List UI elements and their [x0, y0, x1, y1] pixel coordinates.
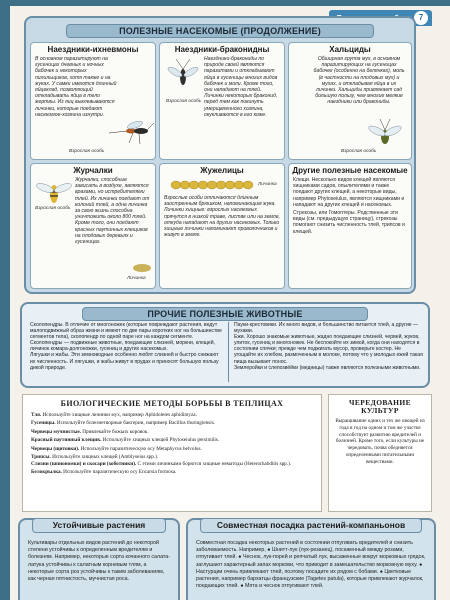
card-ichneumon-title: Наездники-ихневмоны [47, 45, 139, 54]
animals-left-column [30, 322, 224, 371]
bio-control-title: БИОЛОГИЧЕСКИЕ МЕТОДЫ БОРЬБЫ В ТЕПЛИЦАХ [60, 399, 284, 408]
bio-row: Белокрылка. Используйте паразитическую осу Encarsia formosa. [31, 469, 177, 476]
card-ichneumon-text: В основном паразитируют на гусеницах дневных и ночных бабочек и некоторых пилильщиков, хотя также и на жуках. У самки имеются длинный яйцеклад, позволяющий откладывать яйца в тело жертвы. Из яиц выклевываются личинки, которые поедают насекомое-хозяина изнутри. [35, 56, 117, 118]
insects-section-title: ПОЛЕЗНЫЕ НАСЕКОМЫЕ (ПРОДОЛЖЕНИЕ) [66, 24, 374, 38]
card-braconid-caption: Взрослая особь [166, 99, 202, 104]
card-other-insects-item-1: Клещи. Несколько видов клещей являются хищниками садов, опылителями и также поедают других клещей, а некоторые виды, например Phytoseiulus, являются хищниками и нападают на других клещей и насекомых. [293, 177, 405, 208]
bio-row: Трипсы. Используйте хищных клещей (Amblyseius spp.). [31, 454, 159, 461]
companion-planting-title: Совместная посадка растений-компаньонов [200, 518, 422, 533]
card-chalcid-title: Хальциды [329, 45, 371, 54]
animals-divider [228, 322, 229, 382]
bio-row: Тля. Используйте хищные личинки мух, например Aphidoletes aphidimyza. [31, 412, 197, 418]
animals-panel [20, 302, 430, 388]
card-lacewing-caption-adult: Взрослая особь [35, 206, 71, 211]
crop-rotation-title: ЧЕРЕДОВАНИЕ КУЛЬТУР [348, 398, 412, 415]
card-ichneumon [30, 42, 156, 160]
card-larva-title: Жужелицы [200, 166, 244, 175]
card-lacewing-text: Журчалки, способные зависать в воздухе, являются врагами, но истребителями тлей. Их личинки поедают от колоний тлей, а одна личинка за свою жизнь способна уничтожить около 800 тлей. Кроме того, они поедают красных паутинных клещиков на плодовых деревьях и гусеницах. [75, 177, 150, 246]
bio-control-panel [22, 394, 322, 512]
book-page [10, 6, 450, 600]
card-chalcid [288, 42, 412, 160]
bio-row: Красный паутинный клещик. Используйте хищных клещей Phytoseiulus persimilis. [31, 437, 220, 444]
hoverfly-larva-icon [131, 260, 153, 276]
insects-panel [24, 16, 416, 294]
bio-row: Червецы мучнистые. Привлекайте божьих коровок. [31, 428, 149, 435]
card-other-insects-title: Другие полезные насекомые [292, 166, 408, 175]
chalcid-fly-icon [365, 115, 405, 149]
page-number: 7 [414, 11, 428, 25]
card-larva-text: Взрослые особи отличаются длинным заостренным брюшком, напоминающим жука. Личинки хищные: взрослых насекомых прячутся в низкой траве, листве или на земле, откуда нападают на других насекомых. Только хищные личинки напоминают проволочников и живут в земле. [164, 195, 280, 239]
card-braconid-text: Наездники-бракониды по природе своей являются паразитами и откладывают яйца в гусеницы многих видов бабочек и моли. Кроме того, они нападают на тлей. Личинки некоторых браконид, перед тем как покинуть умерщвленного хозяина, окукливаются в его коже. [204, 56, 278, 118]
card-chalcid-text: Обширная группа мух, в основном паразитирующих на гусеницах бабочек (особенно на белянках), моль (в частности на плодовых мух) и мухах, и откладывая яйца в их личинки. Хальциды привлекает сад большую пользу, чем многие мелкие наездники или бракониды. [313, 56, 405, 106]
crop-rotation-panel [328, 394, 432, 512]
animals-item-spiders: Пауки-крестовики. Их много видов, и большинство питается тлей, а другие — мухами. [234, 322, 419, 335]
animals-item-frogs: Лягушки и жабы. Эти земноводные особенно любят слизней и быстро снижают их численность. И лягушки, и жабы живут в прудах и приносят большую пользу дикой природе. [30, 352, 219, 371]
card-lacewing-caption-larva: Личинка [127, 276, 146, 281]
bio-row: Слизни (шпиономки) и скосари (хоботники). С этими личинками борются хищные нематоды (Heterorhabditis spp.). [31, 461, 292, 468]
larva-icon [168, 178, 258, 192]
animals-item-shrews: Землеройки и слепозвёйки (медницы) также являются полезными животными. [234, 364, 421, 371]
card-larva [159, 163, 285, 289]
card-lacewing [30, 163, 156, 289]
bio-control-list [23, 408, 321, 477]
card-braconid [159, 42, 285, 160]
hoverfly-icon [35, 176, 73, 206]
braconid-wasp-icon [164, 57, 202, 91]
companion-planting-text: Совместная посадка некоторых растений в состоянии отпугивать вредителей и снизить заболеваемость. Например, ● Шнитт-лук (лук-резанец), посаженный между розами, отпугивает тлей. ● Чеснок, лук-порей и репчатый лук, высаженные вокруг морковных грядок, заглушают характерный запах моркови, что приводит в замешательство морковную муху. ● Настурции очень привлекают тлей, поэтому посадите их рядом с бобами. ● Цветковые растения, например бархатцы французские (Tagetes patula), которые привлекают журчалок, поедающих тлей. ● Мята и чеснок отпугивают тлей. [196, 540, 426, 590]
animals-item-hedgehogs: Ежи. Хорошо знакомые животные, жадно поедающие слизней, червей, жуков, улиток, гусениц и многоножек. Не беспокойте их зимой, когда они находятся в состоянии спячки; прежде чем поджигать мусор, проверьте костер. Не угощайте их хлебом, размоченным в молоке, потому что у молодых ежей такая пища вызывает понос. [234, 334, 423, 365]
card-other-insects-item-2: Стрекозы, или Гомоптеры. Родственные эти виды (см. предыдущую страницу), стрекозы помогают снизить численность тлей, трипсов и клещей. [293, 210, 405, 235]
card-braconid-title: Наездники-браконидны [174, 45, 270, 54]
animals-item-centipedes: Сколопендры. В отличие от многоножек (которые повреждают растения, ведут малоподвижный образ жизни и имеют по две пары коротких ног на большинстве сегментов тела), сколопендр по одной паре ног на каждом сегменте. Сколопендры — подвижные животные, поедающие слизней, моркни, клещей, личинок комара-долгоножки, гусениц и других насекомых. [30, 322, 222, 353]
card-other-insects [288, 163, 412, 289]
crop-rotation-text: Выращивание одних и тех же овощей из года в год на одном и том же участке способствует развитию вредителей и болезней. Кроме того, если культуры не чередовать, почва обедняется определенными питательными веществами. [335, 418, 425, 465]
card-ichneumon-caption: Взрослая особь [69, 149, 105, 154]
bio-row: Червецы (щитовки). Используйте паразитическую осу Metaphycus helvolus. [31, 445, 202, 452]
companion-planting-panel [186, 518, 436, 600]
resistant-plants-text: Культивары отдельных видов растений до некоторой степени устойчивы к определенным вредителям и болезням. Например, некоторые сорта кочанного салата-латука устойчивы к салатным корневым тлям, а некоторые сорта роз устойчивы к таким заболеваниям, как черная пятнистость, мучнистая роса. [28, 540, 170, 583]
resistant-plants-title: Устойчивые растения [32, 518, 166, 533]
animals-section-title: ПРОЧИЕ ПОЛЕЗНЫЕ ЖИВОТНЫЕ [82, 307, 368, 321]
resistant-plants-panel [18, 518, 180, 600]
ichneumon-wasp-icon [107, 113, 155, 147]
card-chalcid-caption: Взрослая особь [341, 149, 377, 154]
card-larva-caption: Личинка [258, 182, 277, 187]
card-lacewing-title: Журчалки [73, 166, 113, 175]
animals-right-column [234, 322, 424, 371]
bio-row: Гусеницы. Используйте болезнетворные бактерии, например Bacillus thuringiensis. [31, 420, 216, 427]
